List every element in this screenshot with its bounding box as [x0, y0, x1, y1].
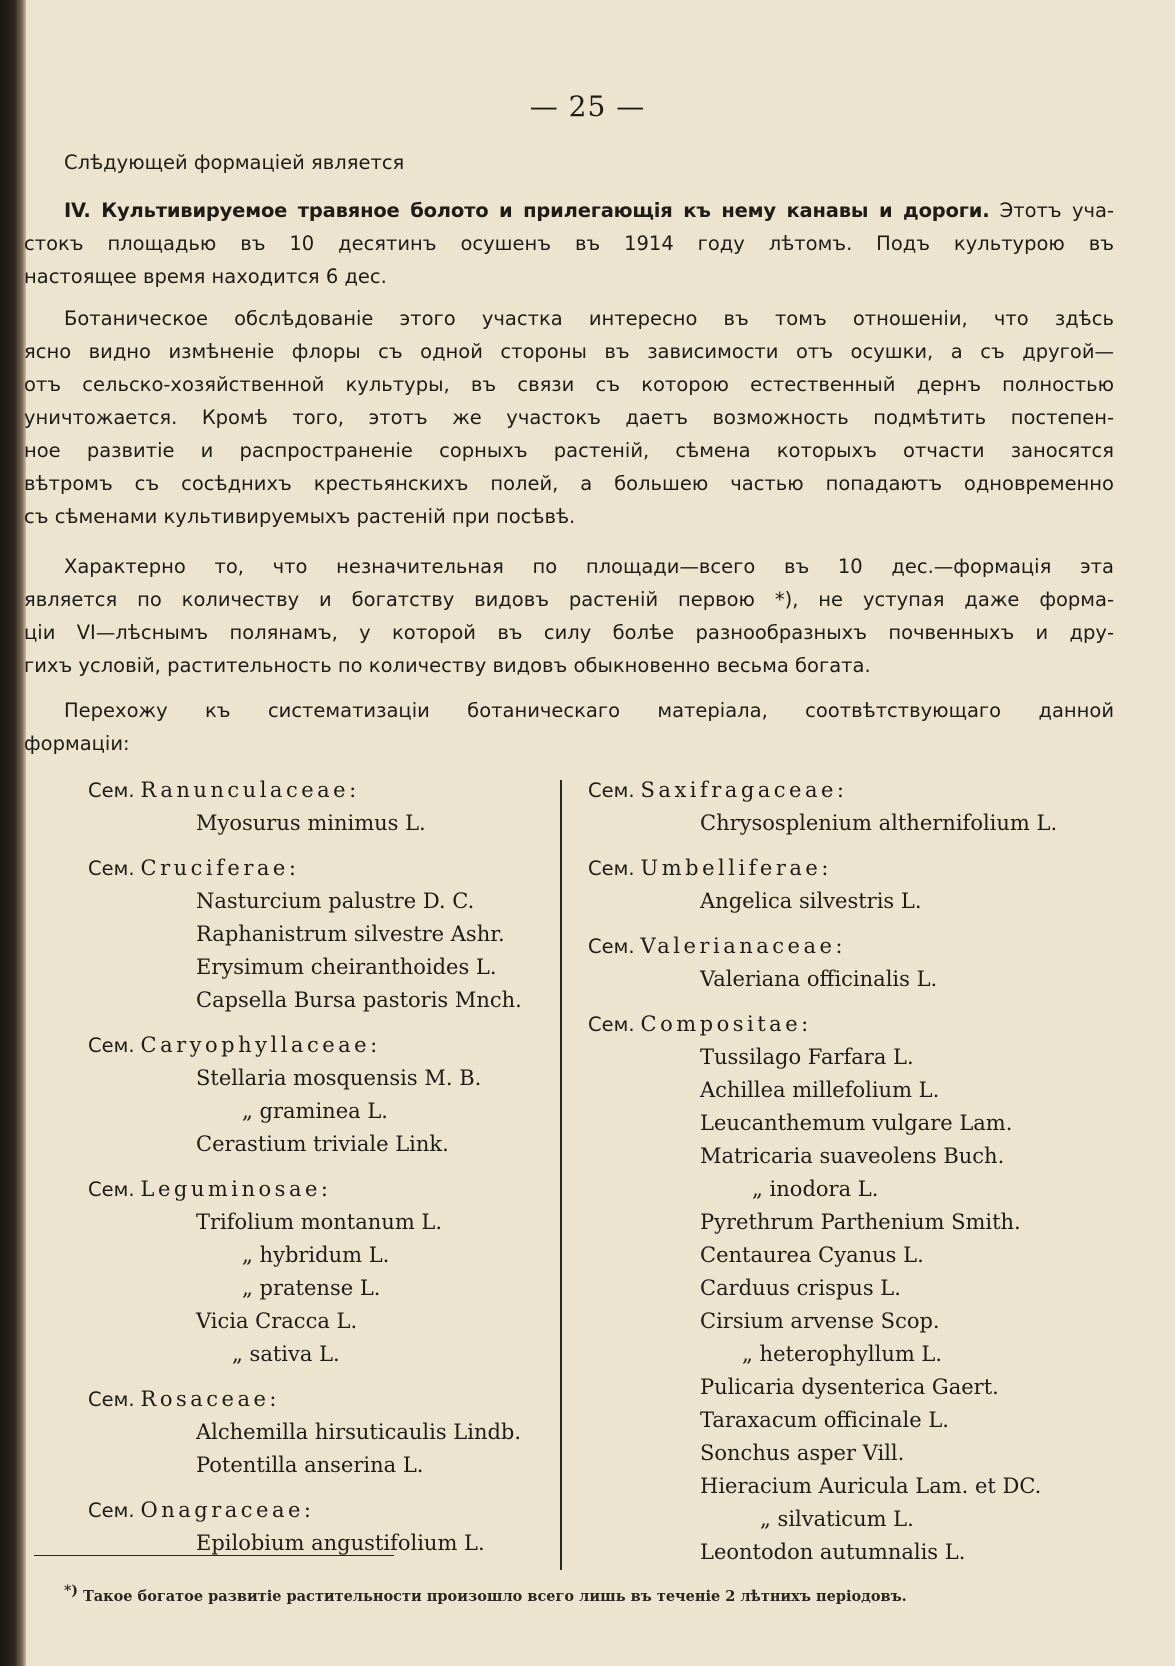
species-name: Angelica silvestris L.	[700, 889, 922, 913]
paragraph-line: стокъ площадью въ 10 десятинъ осушенъ въ 1914 году лѣтомъ. Подъ культурою въ	[24, 232, 1114, 255]
species-name: Carduus crispus L.	[700, 1276, 901, 1300]
footnote-text: Такое богатое развитіе растительности произошло всего лишь въ теченіе 2 лѣтнихъ періодовъ.	[82, 1588, 907, 1605]
page-number: — 25 —	[529, 90, 646, 123]
species-name: Vicia Cracca L.	[196, 1309, 358, 1333]
species-name: Pyrethrum Parthenium Smith.	[700, 1210, 1021, 1234]
family-heading: Сем. Caryophyllaceae:	[88, 1033, 381, 1057]
species-name: Sonchus asper Vill.	[700, 1441, 905, 1465]
book-binding-edge	[0, 0, 26, 1666]
paragraph-botanical-survey	[24, 302, 1114, 533]
species-name: Taraxacum officinale L.	[700, 1408, 949, 1432]
paragraph-line: Ботаническое обслѣдованіе этого участка интересно въ томъ отношеніи, что здѣсь	[64, 307, 1114, 330]
family-heading: Сем. Cruciferae:	[88, 856, 300, 880]
species-name: Stellaria mosquensis M. B.	[196, 1066, 482, 1090]
footnote-rule	[34, 1555, 394, 1556]
paragraph-formation-heading	[24, 194, 1114, 293]
paragraph-line: ясно видно измѣненіе флоры съ одной стороны въ зависимости отъ осушки, а съ другой—	[24, 340, 1114, 363]
species-name: Raphanistrum silvestre Ashr.	[196, 922, 505, 946]
species-name: Achillea millefolium L.	[700, 1078, 940, 1102]
species-name: Erysimum cheiranthoides L.	[196, 955, 497, 979]
family-heading: Сем. Valerianaceae:	[588, 934, 846, 958]
species-name: Tussilago Farfara L.	[700, 1045, 914, 1069]
column-divider	[560, 780, 562, 1570]
paragraph-line: съ сѣменами культивируемыхъ растеній при посѣвѣ.	[24, 505, 576, 528]
species-name: Valeriana officinalis L.	[700, 967, 938, 991]
heading-continuation: Этотъ уча-	[999, 199, 1114, 222]
paragraph-line: уничтожается. Кромѣ того, этотъ же участокъ даетъ возможность подмѣтить постепен-	[24, 406, 1114, 429]
species-name: „ hybridum L.	[242, 1243, 390, 1267]
paragraph-line: Характерно то, что незначительная по площади—всего въ 10 дес.—формація эта	[64, 555, 1114, 578]
footnote	[64, 1583, 907, 1605]
paragraph-line: настоящее время находится 6 дес.	[24, 265, 387, 288]
paragraph-systematization	[24, 694, 1114, 760]
species-name: „ heterophyllum L.	[742, 1342, 943, 1366]
species-name: Leucanthemum vulgare Lam.	[700, 1111, 1013, 1135]
paragraph-line: отъ сельско-хозяйственной культуры, въ связи съ которою естественный дернъ полностью	[24, 373, 1114, 396]
species-name: Chrysosplenium althernifolium L.	[700, 811, 1058, 835]
species-name: Potentilla anserina L.	[196, 1453, 424, 1477]
species-name: Capsella Bursa pastoris Mnch.	[196, 988, 522, 1012]
family-heading: Сем. Leguminosae:	[88, 1177, 332, 1201]
footnote-marker: *)	[64, 1583, 78, 1599]
species-name: „ sativa L.	[232, 1342, 340, 1366]
family-heading: Сем. Umbelliferae:	[588, 856, 832, 880]
species-name: Cerastium triviale Link.	[196, 1132, 449, 1156]
paragraph-line: ное развитіе и распространеніе сорныхъ растеній, сѣмена которыхъ отчасти заносятся	[24, 439, 1114, 462]
paragraph-line: формаціи:	[24, 732, 130, 755]
paragraph-line: вѣтромъ съ сосѣднихъ крестьянскихъ полей, а большею частью попадаютъ одновременно	[24, 472, 1114, 495]
species-name: Centaurea Cyanus L.	[700, 1243, 924, 1267]
species-name: „ silvaticum L.	[760, 1507, 914, 1531]
species-name: Cirsium arvense Scop.	[700, 1309, 940, 1333]
species-name: Nasturcium palustre D. C.	[196, 889, 475, 913]
family-heading: Сем. Ranunculaceae:	[88, 778, 360, 802]
paragraph-line: Перехожу къ систематизаціи ботаническаго матеріала, соотвѣтствующаго данной	[64, 699, 1114, 722]
paragraph-line: гихъ условій, растительность по количеству видовъ обыкновенно весьма богата.	[24, 654, 871, 677]
section-heading: IV. Культивируемое травяное болото и прилегающія къ нему канавы и дороги.	[64, 199, 990, 222]
intro-line: Слѣдующей формаціей является	[64, 151, 405, 174]
family-heading: Сем. Compositae:	[588, 1012, 812, 1036]
species-name: Pulicaria dysenterica Gaert.	[700, 1375, 999, 1399]
family-heading: Сем. Onagraceae:	[88, 1498, 315, 1522]
paragraph-line: является по количеству и богатству видовъ растеній первою *), не уступая даже форма-	[24, 588, 1114, 611]
species-name: Epilobium angustifolium L.	[196, 1531, 485, 1555]
species-name: Matricaria suaveolens Buch.	[700, 1144, 1005, 1168]
species-name: Myosurus minimus L.	[196, 811, 426, 835]
family-heading: Сем. Rosaceae:	[88, 1387, 280, 1411]
paragraph-species-richness	[24, 550, 1114, 682]
species-name: Alchemilla hirsuticaulis Lindb.	[196, 1420, 522, 1444]
species-name: „ graminea L.	[242, 1099, 388, 1123]
species-name: „ inodora L.	[752, 1177, 879, 1201]
species-name: „ pratense L.	[242, 1276, 381, 1300]
species-name: Trifolium montanum L.	[196, 1210, 443, 1234]
family-heading: Сем. Saxifragaceae:	[588, 778, 848, 802]
species-name: Hieracium Auricula Lam. et DC.	[700, 1474, 1042, 1498]
paragraph-line: ціи VI—лѣснымъ полянамъ, у которой въ силу болѣе разнообразныхъ почвенныхъ и дру-	[24, 621, 1114, 644]
species-name: Leontodon autumnalis L.	[700, 1540, 966, 1564]
